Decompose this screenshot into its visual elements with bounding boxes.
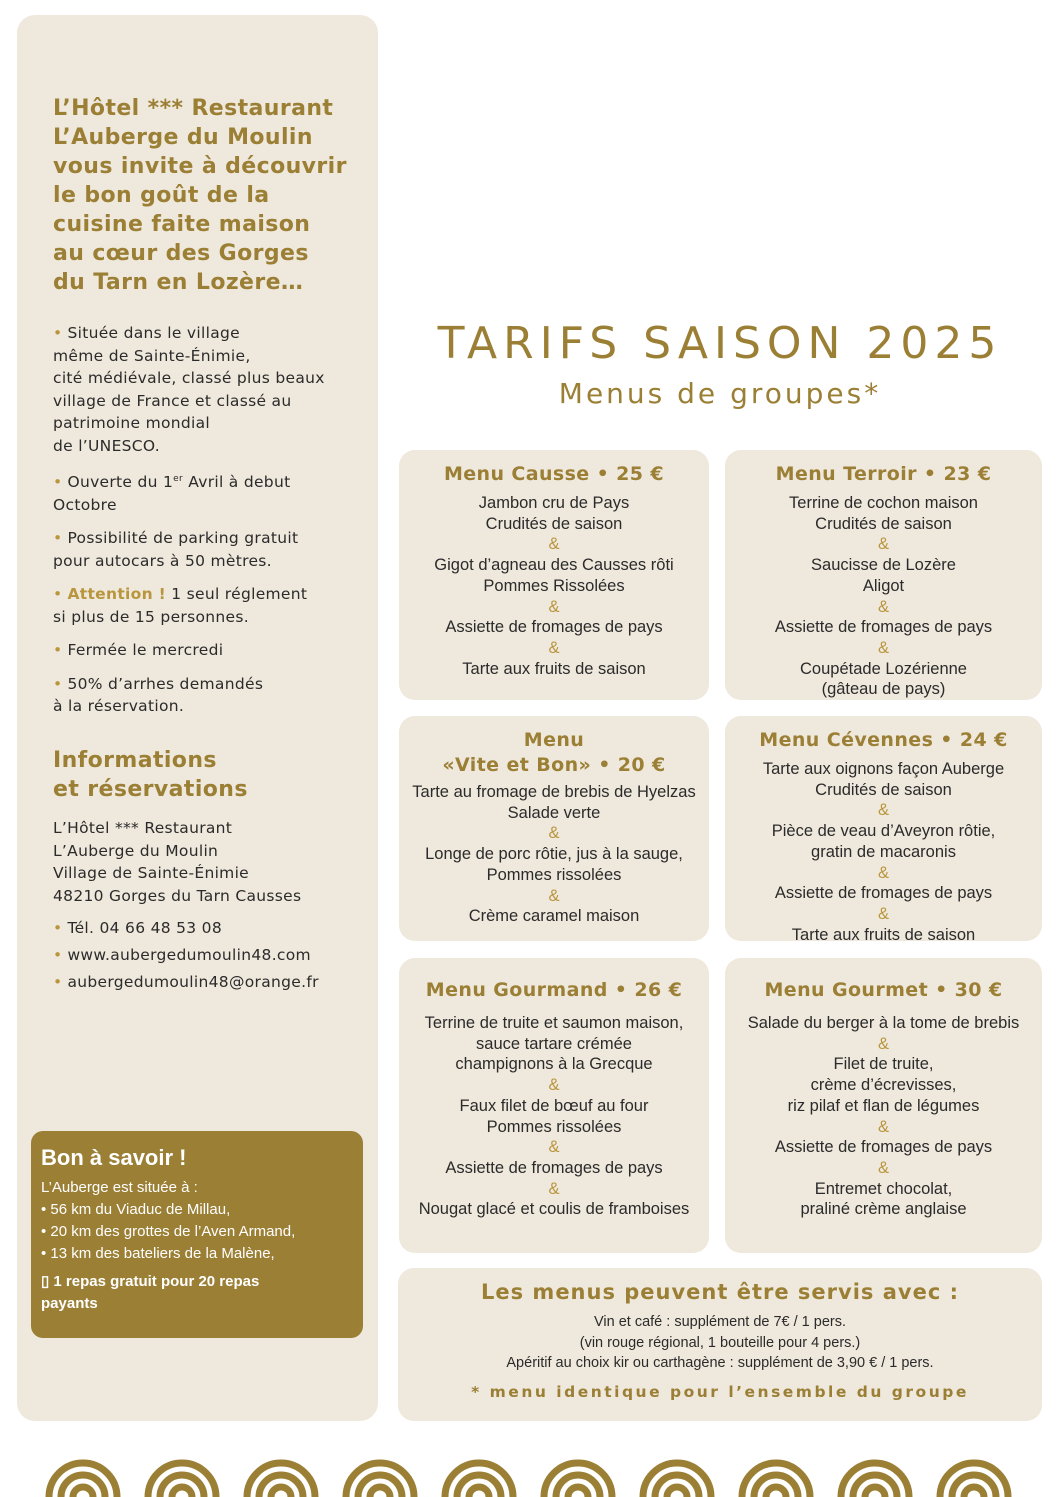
ampersand-separator: & [548,824,560,843]
bullet-parking: • Possibilité de parking gratuit pour autocars à 50 mètres. [53,529,299,570]
contacts [53,915,319,996]
menu-dish: Terrine de cochon maison [789,494,978,512]
menu-dish: Assiette de fromages de pays [774,884,993,903]
menu-card-gourmet [725,958,1042,1253]
menu-dish: Salade du berger à la tome de brebis [747,1014,1020,1032]
ampersand-separator: & [877,863,889,882]
address-block: L’Hôtel *** Restaurant L’Auberge du Moulin Village de Sainte-Énimie 48210 Gorges du Tarn Causses [53,819,302,905]
arch-motif [247,1463,315,1497]
menu-dish: Crudités de saison [815,514,952,533]
ampersand-separator: & [877,1117,889,1136]
ampersand-separator: & [877,1034,889,1053]
ampersand-separator: & [877,801,889,820]
bullet-deposit: • 50% d’arrhes demandés à la réservation. [53,674,264,716]
info-bullets [53,322,358,729]
page-subtitle: Menus de groupes* [558,377,882,410]
arch-motif [148,1463,216,1497]
menu-dish: Pommes rissolées [486,865,622,884]
ampersand-separator: & [877,535,889,554]
bullet-closed: • Fermée le mercredi [53,641,224,660]
menu-dish: Entremet chocolat, [814,1179,953,1198]
bullet-opening: • Ouverte du 1er Avril à debut Octobre [53,473,291,514]
arch-motif [49,1463,117,1497]
intro-heading: L’Hôtel *** Restaurant L’Auberge du Moulin vous invite à découvrir le bon goût de la cuisine faite maison au cœur des Gorges du Tarn en Lozère… [53,96,347,295]
decorative-arch-motifs [0,1448,1058,1497]
ampersand-separator: & [548,1076,560,1095]
ampersand-separator: & [877,1158,889,1177]
menu-title: Menu Causse • 25 € [443,463,665,485]
arch-motif [445,1463,513,1497]
ampersand-separator: & [877,597,889,616]
menu-dish: Saucisse de Lozère [811,556,956,575]
menu-dish: Filet de truite, [833,1055,934,1074]
bullet-icon: • [53,473,63,492]
bullet-icon: • [53,919,63,937]
menu-dish: Aligot [862,576,905,595]
arch-motif [544,1463,612,1497]
menu-card-gourmand [399,958,709,1253]
arch-motif [841,1463,909,1497]
extras-title: Les menus peuvent être servis avec : [481,1280,959,1304]
bullet-icon: • [53,529,63,548]
arch-motif [346,1463,414,1497]
menu-dish: Tarte au fromage de brebis de Hyelzas [412,783,696,801]
menu-dish: Assiette de fromages de pays [445,1158,663,1177]
arch-motif [940,1463,1008,1497]
menu-dish: Crudités de saison [815,780,952,799]
menu-dish: Assiette de fromages de pays [445,618,663,637]
bon-title: Bon à savoir ! [41,1145,187,1170]
menu-dish: praliné crème anglaise [800,1200,967,1219]
bullet-attention: • Attention ! 1 seul réglement si plus de 15 personnes. [53,585,308,626]
arch-motif [742,1463,810,1497]
bullet-icon: • [53,324,63,342]
menu-dish: Terrine de truite et saumon maison, [424,1014,684,1032]
menu-dish: champignons à la Grecque [455,1055,653,1074]
menu-card-vite-et-bon [399,716,709,941]
menu-dish: gratin de macaronis [811,842,956,861]
bullet-icon: • [53,973,63,991]
menu-card-causse [399,450,709,700]
menu-title: Menu Terroir • 23 € [775,463,992,485]
website-link[interactable]: • www.aubergedumoulin48.com [53,946,311,964]
menu-dish: Tarte aux oignons façon Auberge [762,760,1005,778]
menu-dish: (gâteau de pays) [821,680,946,699]
bon-a-savoir-box: Bon à savoir ! L’Auberge est située à : • 56 km du Viaduc de Millau, • 20 km des grottes de l’Aven Armand, • 13 km des bateliers de la Malène, ▯ 1 repas gratuit pour 20 repas payants [31,1131,363,1338]
menu-dish: Crème caramel maison [468,907,640,926]
ampersand-separator: & [548,886,560,905]
ampersand-separator: & [548,597,560,616]
menu-dish: Tarte aux fruits de saison [462,659,646,678]
menu-dish: sauce tartare crémée [476,1034,632,1053]
menu-dish: Faux filet de bœuf au four [459,1096,649,1115]
menu-dish: riz pilaf et flan de légumes [787,1096,980,1115]
menu-dish: Tarte aux fruits de saison [791,925,976,944]
menu-card-terroir [725,450,1042,700]
ampersand-separator: & [548,638,560,657]
menu-dish: Jambon cru de Pays [478,494,630,512]
page-title: TARIFS SAISON 2025 [437,318,1003,369]
extras-box: Les menus peuvent être servis avec : Vin et café : supplément de 7€ / 1 pers. (vin rouge régional, 1 bouteille pour 4 pers.) Apéritif au choix kir ou carthagène : supplément de 3,90 € / 1 pers. * menu identique pour l’ensemble du groupe [398,1268,1042,1421]
bullet-icon: • [53,674,63,693]
menu-dish: Longe de porc rôtie, jus à la sauge, [425,845,683,864]
gift-offer: ▯ 1 repas gratuit pour 20 repas payants [41,1273,260,1312]
menu-dish: Pommes Rissolées [483,576,625,595]
footnote: * menu identique pour l’ensemble du groupe [471,1382,969,1401]
bullet-location: • Située dans le village même de Sainte-Énimie, cité médiévale, classé plus beaux village de France et classé au patrimoine mondial de l’UNESCO. [53,324,325,455]
arch-motif [643,1463,711,1497]
bullet-icon: • [53,585,63,604]
menu-dish: Salade verte [507,803,601,822]
menu-title: Menu «Vite et Bon» • 20 € [442,729,666,776]
info-title: Informations et réservations [53,748,248,802]
phone[interactable]: • Tél. 04 66 48 53 08 [53,919,223,937]
menu-dish: Assiette de fromages de pays [774,1138,993,1157]
menu-card-cevennes [725,716,1042,944]
menu-dish: crème d’écrevisses, [810,1076,957,1095]
ampersand-separator: & [548,1138,560,1157]
menu-dish: Pièce de veau d’Aveyron rôtie, [771,822,996,841]
menu-title: Menu Gourmet • 30 € [764,979,1003,1001]
menu-dish: Gigot d’agneau des Causses rôti [434,556,674,575]
menu-dish: Coupétade Lozérienne [800,659,967,678]
ampersand-separator: & [548,535,560,554]
bullet-icon: • [53,946,63,964]
menu-title: Menu Cévennes • 24 € [759,729,1008,751]
menu-title: Menu Gourmand • 26 € [425,979,683,1001]
ampersand-separator: & [877,904,889,923]
menu-dish: Nougat glacé et coulis de framboises [418,1200,690,1219]
email-link[interactable]: • aubergedumoulin48@orange.fr [53,973,319,991]
ampersand-separator: & [877,638,889,657]
menu-dish: Crudités de saison [485,514,623,533]
menu-dish: Pommes rissolées [486,1117,622,1136]
bullet-icon: • [53,641,63,660]
ampersand-separator: & [548,1179,560,1198]
menu-dish: Assiette de fromages de pays [774,618,993,637]
